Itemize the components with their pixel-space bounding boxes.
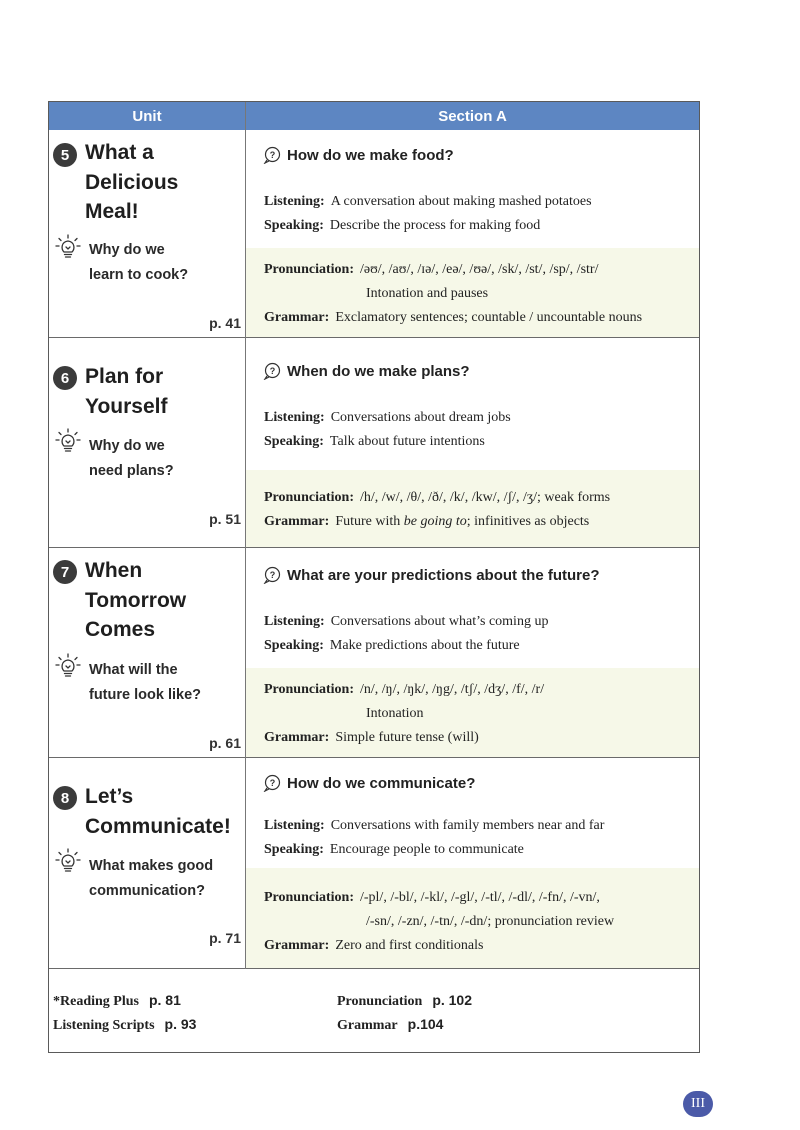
listening-line xyxy=(264,818,604,834)
unit-number-badge: 8 xyxy=(53,786,77,810)
footer-page: p. 93 xyxy=(164,1016,197,1032)
unit-title-line: What a xyxy=(85,141,154,164)
question-bubble-icon xyxy=(263,774,281,792)
unit-question-line: need plans? xyxy=(89,463,174,479)
listening-label: Listening: xyxy=(264,818,325,833)
section-a-cell xyxy=(246,130,699,337)
pronunciation-label: Pronunciation: xyxy=(264,490,354,505)
unit-title-line: Tomorrow xyxy=(85,588,187,612)
section-question xyxy=(263,566,600,584)
unit-question xyxy=(89,238,239,288)
unit-title-line: When xyxy=(85,559,143,582)
svg-text:?: ? xyxy=(269,570,276,580)
unit-title-line: Plan for xyxy=(85,365,164,388)
page-number-badge: III xyxy=(683,1091,713,1117)
svg-text:?: ? xyxy=(269,150,276,160)
section-question xyxy=(263,774,475,792)
grammar-text-suffix: ; infinitives as objects xyxy=(466,514,590,529)
speaking-text: Encourage people to communicate xyxy=(329,842,524,857)
grammar-text: Future with xyxy=(335,514,404,529)
section-question xyxy=(263,146,454,164)
lightbulb-icon xyxy=(55,848,81,874)
pronunciation-text-continued: /-sn/, /-zn/, /-tn/, /-dn/; pronunciation review xyxy=(366,914,615,929)
unit-title-line: Meal! xyxy=(85,200,139,223)
listening-label: Listening: xyxy=(264,410,325,425)
pronunciation-text: /əʊ/, /aʊ/, /ɪə/, /eə/, /ʊə/, /sk/, /st/, /sp/, /str/ xyxy=(359,262,599,277)
footer-label: Pronunciation xyxy=(337,994,423,1009)
column-divider xyxy=(245,102,246,969)
footer-label: Listening Scripts xyxy=(53,1018,155,1033)
speaking-line xyxy=(264,218,540,234)
unit-question xyxy=(89,658,239,708)
unit-question-line: communication? xyxy=(89,883,206,899)
unit-cell xyxy=(49,758,245,968)
pronunciation-text: /-pl/, /-bl/, /-kl/, /-gl/, /-tl/, /-dl/, /-fn/, /-vn/, xyxy=(359,890,600,905)
pronunciation-text-continued: Intonation xyxy=(366,706,424,721)
pronunciation-text: /n/, /ŋ/, /ŋk/, /ŋg/, /tʃ/, /dʒ/, /f/, /r/ xyxy=(359,682,545,697)
pronunciation-line xyxy=(264,262,598,278)
unit-question xyxy=(89,434,239,484)
unit-title-line: Delicious xyxy=(85,170,179,194)
question-bubble-icon xyxy=(263,146,281,164)
section-a-cell xyxy=(246,758,699,968)
pronunciation-label: Pronunciation: xyxy=(264,262,354,277)
grammar-text: Zero and first conditionals xyxy=(335,938,484,953)
section-a-cell xyxy=(246,338,699,547)
question-bubble-icon xyxy=(263,566,281,584)
grammar-line xyxy=(264,730,479,746)
listening-text: Conversations about what’s coming up xyxy=(330,614,549,629)
footer-reading-plus[interactable] xyxy=(53,992,181,1010)
unit-question-line: What will the xyxy=(89,662,178,678)
section-question-text: How do we communicate? xyxy=(287,774,476,792)
footer-pronunciation[interactable] xyxy=(337,992,472,1010)
unit-title-line: Comes xyxy=(85,618,156,641)
unit-cell xyxy=(49,130,245,337)
speaking-label: Speaking: xyxy=(264,638,324,653)
section-question-text: What are your predictions about the future? xyxy=(287,566,600,584)
speaking-label: Speaking: xyxy=(264,842,324,857)
section-a-column-header: Section A xyxy=(246,102,699,130)
pronunciation-text-continued: Intonation and pauses xyxy=(366,286,489,301)
unit-title-line: Communicate! xyxy=(85,814,231,838)
grammar-label: Grammar: xyxy=(264,514,330,529)
unit-question-line: Why do we xyxy=(89,438,165,454)
listening-text: A conversation about making mashed potatoes xyxy=(330,194,592,209)
grammar-line xyxy=(264,938,483,954)
footer-label: *Reading Plus xyxy=(53,994,139,1009)
grammar-label: Grammar: xyxy=(264,938,330,953)
table-of-contents xyxy=(48,101,700,1053)
unit-number-badge: 6 xyxy=(53,366,77,390)
unit-title-line: Let’s xyxy=(85,785,134,808)
unit-question-line: What makes good xyxy=(89,858,214,874)
pronunciation-grammar-shading xyxy=(246,470,699,547)
footer-page: p. 102 xyxy=(432,992,473,1008)
unit-page-number: p. 71 xyxy=(209,930,241,946)
unit-row-8 xyxy=(49,758,699,969)
listening-label: Listening: xyxy=(264,614,325,629)
unit-number-badge: 7 xyxy=(53,560,77,584)
lightbulb-icon xyxy=(55,234,81,260)
grammar-text-italic: be going to xyxy=(403,514,467,529)
unit-title[interactable] xyxy=(85,362,240,421)
section-question xyxy=(263,362,470,380)
unit-cell xyxy=(49,338,245,547)
listening-text: Conversations about dream jobs xyxy=(330,410,511,425)
svg-text:?: ? xyxy=(269,778,276,788)
unit-page-number: p. 51 xyxy=(209,511,241,527)
unit-question-line: Why do we xyxy=(89,242,165,258)
svg-text:?: ? xyxy=(269,366,276,376)
unit-row-6 xyxy=(49,338,699,548)
unit-row-7 xyxy=(49,548,699,758)
footer-listening-scripts[interactable] xyxy=(53,1016,196,1034)
speaking-label: Speaking: xyxy=(264,218,324,233)
speaking-text: Talk about future intentions xyxy=(329,434,485,449)
pronunciation-label: Pronunciation: xyxy=(264,682,354,697)
listening-line xyxy=(264,410,511,426)
section-question-text: When do we make plans? xyxy=(287,362,470,380)
unit-question-line: future look like? xyxy=(89,687,201,703)
pronunciation-text: /h/, /w/, /θ/, /ð/, /k/, /kw/, /ʃ/, /ʒ/; weak forms xyxy=(359,490,611,505)
unit-title[interactable] xyxy=(85,138,240,227)
footer-grammar[interactable] xyxy=(337,1016,443,1034)
unit-cell xyxy=(49,548,245,757)
unit-title[interactable] xyxy=(85,556,240,645)
speaking-text: Make predictions about the future xyxy=(329,638,520,653)
grammar-line xyxy=(264,310,642,326)
speaking-line xyxy=(264,434,485,450)
footer-page: p.104 xyxy=(407,1016,444,1032)
section-question-text: How do we make food? xyxy=(287,146,454,164)
pronunciation-line xyxy=(264,682,544,698)
unit-page-number: p. 61 xyxy=(209,735,241,751)
listening-line xyxy=(264,194,592,210)
listening-line xyxy=(264,614,548,630)
pronunciation-line xyxy=(264,490,610,506)
pronunciation-label: Pronunciation: xyxy=(264,890,354,905)
lightbulb-icon xyxy=(55,428,81,454)
speaking-label: Speaking: xyxy=(264,434,324,449)
grammar-text: Simple future tense (will) xyxy=(335,730,479,745)
speaking-line xyxy=(264,842,524,858)
speaking-line xyxy=(264,638,520,654)
unit-question xyxy=(89,854,239,904)
unit-page-number: p. 41 xyxy=(209,315,241,331)
speaking-text: Describe the process for making food xyxy=(329,218,541,233)
footer-label: Grammar xyxy=(337,1018,398,1033)
grammar-label: Grammar: xyxy=(264,730,330,745)
grammar-line xyxy=(264,514,589,530)
pronunciation-line xyxy=(264,890,600,906)
footer-page: p. 81 xyxy=(148,992,181,1008)
unit-number-badge: 5 xyxy=(53,143,77,167)
grammar-label: Grammar: xyxy=(264,310,330,325)
unit-title-line: Yourself xyxy=(85,394,168,418)
listening-label: Listening: xyxy=(264,194,325,209)
grammar-text: Exclamatory sentences; countable / uncountable nouns xyxy=(335,310,643,325)
unit-title[interactable] xyxy=(85,782,240,841)
unit-column-header: Unit xyxy=(49,102,245,130)
unit-question-line: learn to cook? xyxy=(89,267,189,283)
question-bubble-icon xyxy=(263,362,281,380)
section-a-cell xyxy=(246,548,699,757)
unit-row-5 xyxy=(49,130,699,338)
listening-text: Conversations with family members near and far xyxy=(330,818,605,833)
lightbulb-icon xyxy=(55,653,81,679)
